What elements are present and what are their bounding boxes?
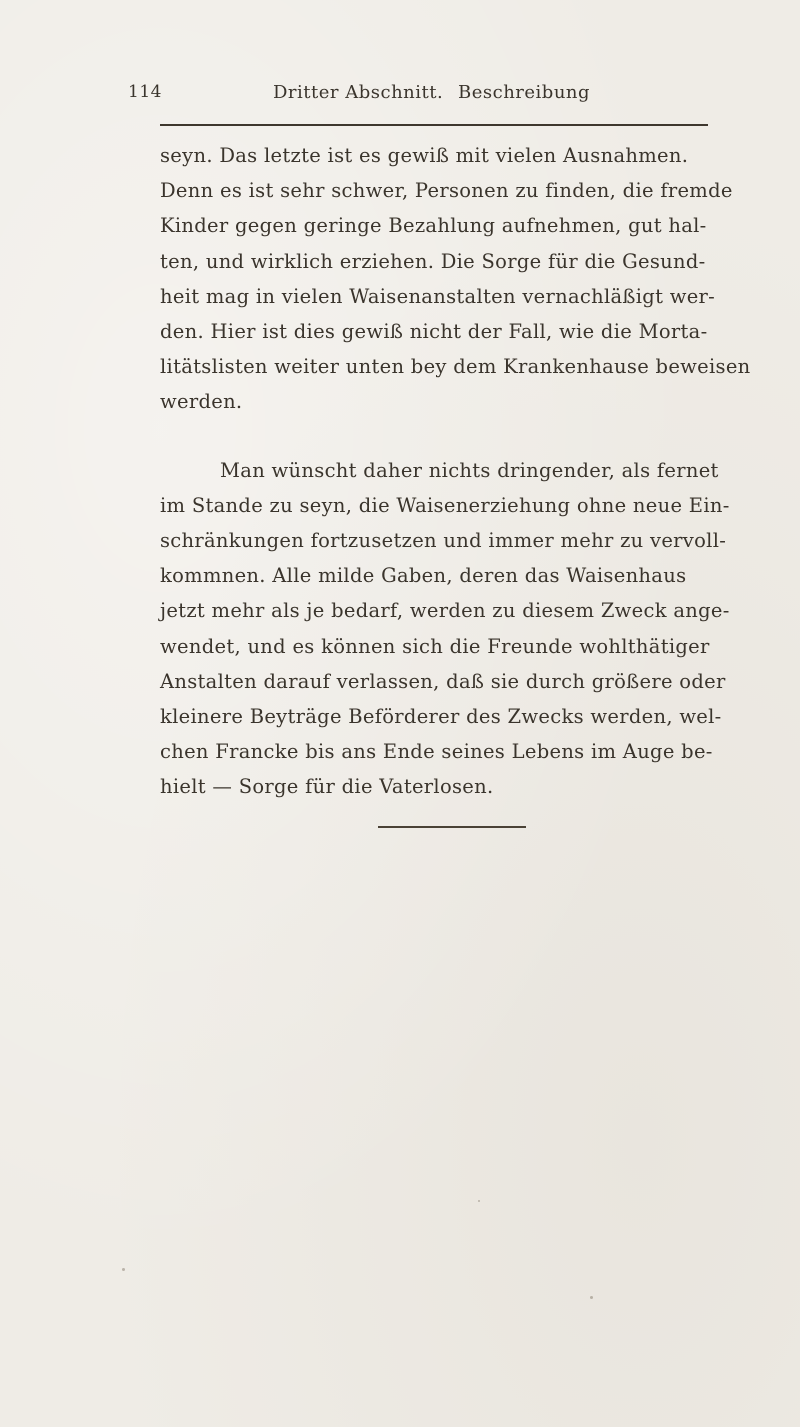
text-line: chen Francke bis ans Ende seines Lebens im Auge be- bbox=[160, 740, 713, 764]
paper-speck bbox=[478, 1200, 480, 1202]
text-line: litätslisten weiter unten bey dem Krankenhause beweisen bbox=[160, 355, 751, 379]
paragraph-2 bbox=[160, 453, 730, 805]
text-line: Kinder gegen geringe Bezahlung aufnehmen, gut hal- bbox=[160, 214, 707, 238]
paper-speck bbox=[122, 1268, 125, 1271]
page-number: 114 bbox=[128, 82, 162, 102]
text-line: schränkungen fortzusetzen und immer mehr zu vervoll- bbox=[160, 529, 727, 553]
end-rule bbox=[378, 826, 526, 828]
text-line: wendet, und es können sich die Freunde wohlthätiger bbox=[160, 634, 710, 658]
page-header bbox=[128, 82, 688, 110]
text-line: heit mag in vielen Waisenanstalten vernachläßigt wer- bbox=[160, 284, 716, 308]
paper-speck bbox=[590, 1296, 593, 1299]
text-line: ten, und wirklich erziehen. Die Sorge für die Gesund- bbox=[160, 249, 706, 273]
text-line: hielt — Sorge für die Vaterlosen. bbox=[160, 775, 494, 799]
text-line: werden. bbox=[160, 390, 243, 414]
text-line: seyn. Das letzte ist es gewiß mit vielen Ausnahmen. bbox=[160, 144, 689, 167]
running-head-section: Dritter Abschnitt. bbox=[273, 82, 444, 103]
text-line: Anstalten darauf verlassen, daß sie durch größere oder bbox=[160, 669, 726, 693]
running-head-title: Beschreibung bbox=[458, 82, 591, 103]
text-line: Man wünscht daher nichts dringender, als fernet bbox=[220, 458, 719, 482]
paragraph-1 bbox=[160, 138, 751, 420]
header-rule bbox=[160, 124, 708, 126]
text-line: Denn es ist sehr schwer, Personen zu finden, die fremde bbox=[160, 179, 733, 203]
text-line: kommnen. Alle milde Gaben, deren das Waisenhaus bbox=[160, 564, 687, 588]
text-line: kleinere Beyträge Beförderer des Zwecks werden, wel- bbox=[160, 705, 722, 729]
text-line: im Stande zu seyn, die Waisenerziehung ohne neue Ein- bbox=[160, 493, 730, 517]
text-line: den. Hier ist dies gewiß nicht der Fall, wie die Morta- bbox=[160, 320, 708, 344]
text-line: jetzt mehr als je bedarf, werden zu diesem Zweck ange- bbox=[160, 599, 730, 623]
body-text bbox=[160, 138, 751, 805]
